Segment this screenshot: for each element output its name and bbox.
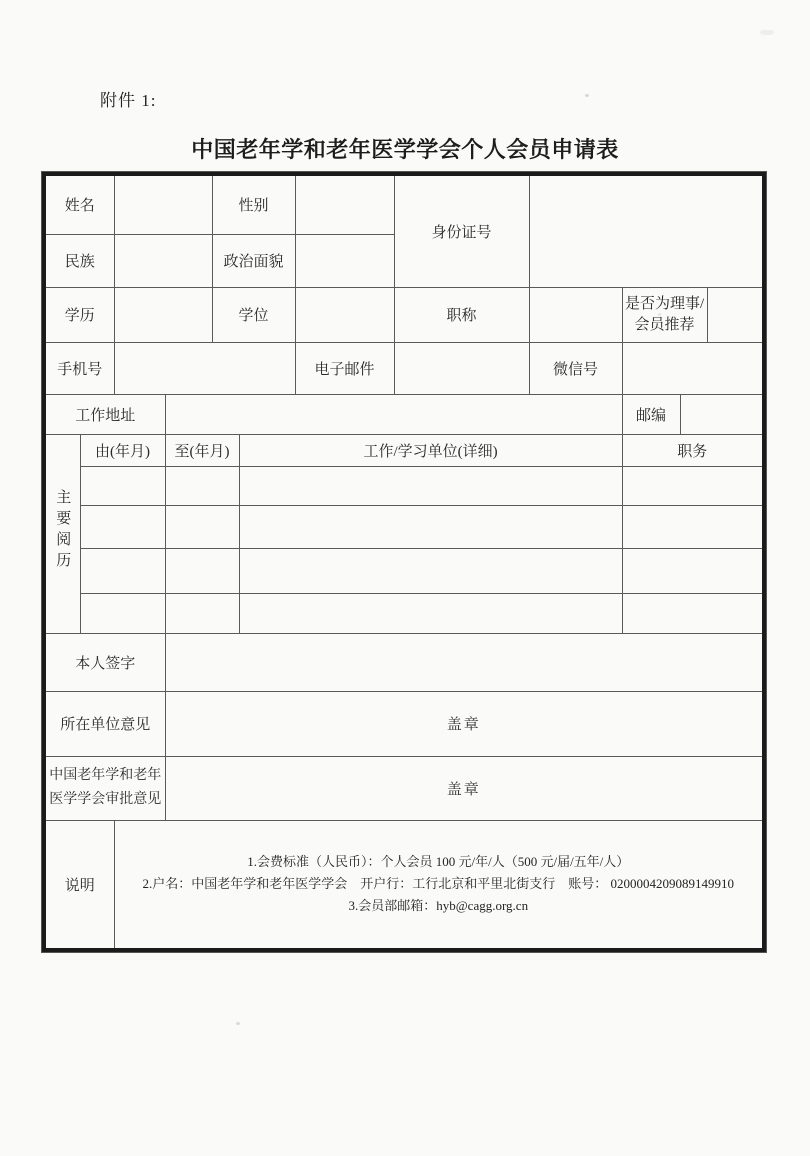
experience-from-cell [80, 548, 165, 593]
name-label: 姓名 [44, 174, 114, 234]
experience-from-cell [80, 466, 165, 505]
experience-position-cell [622, 466, 764, 505]
application-form-table [42, 172, 766, 952]
work-address-value-cell [165, 394, 622, 434]
scan-speck [760, 30, 774, 35]
experience-col-to: 至(年月) [165, 434, 239, 466]
row-name-gender [44, 174, 764, 234]
row-unit-opinion [44, 691, 764, 756]
approval-opinion-label-line1: 中国老年学和老年 [49, 767, 162, 783]
education-label: 学历 [44, 287, 114, 342]
professional-title-value-cell [529, 287, 622, 342]
row-education-title [44, 287, 764, 342]
experience-row [44, 548, 764, 593]
row-work-address [44, 394, 764, 434]
experience-position-cell [622, 505, 764, 548]
ethnicity-value-cell [114, 234, 212, 287]
approval-opinion-label [44, 756, 165, 820]
wechat-value-cell [622, 342, 764, 394]
director-recommend-label: 是否为理事/会员推荐 [622, 287, 707, 342]
experience-row [44, 466, 764, 505]
experience-position-cell [622, 548, 764, 593]
experience-to-cell [165, 466, 239, 505]
professional-title-label: 职称 [394, 287, 529, 342]
experience-position-cell [622, 593, 764, 633]
work-address-label: 工作地址 [44, 394, 165, 434]
experience-unit-cell [239, 466, 622, 505]
notes-content [114, 820, 764, 950]
experience-to-cell [165, 505, 239, 548]
attachment-label: 附件 1: [100, 91, 157, 110]
experience-section-label-text: 主要阅历 [54, 489, 71, 573]
email-value-cell [394, 342, 529, 394]
scan-speck [585, 94, 589, 97]
postal-code-label: 邮编 [622, 394, 680, 434]
approval-opinion-label-line2: 医学学会审批意见 [49, 792, 162, 807]
experience-unit-cell [239, 548, 622, 593]
political-status-value-cell [295, 234, 394, 287]
experience-header-row [44, 434, 764, 466]
experience-col-position: 职务 [622, 434, 764, 466]
row-signature [44, 633, 764, 691]
email-label: 电子邮件 [295, 342, 394, 394]
experience-row [44, 505, 764, 548]
experience-to-cell [165, 548, 239, 593]
experience-row [44, 593, 764, 633]
director-recommend-value-cell [707, 287, 764, 342]
postal-code-value-cell [680, 394, 764, 434]
note-item-2: 2.户名：中国老年学和老年医学学会 开户行：工行北京和平里北街支行 账号： 0200004209089149910 [142, 876, 735, 892]
mobile-label: 手机号 [44, 342, 114, 394]
gender-value-cell [295, 174, 394, 234]
gender-label: 性别 [212, 174, 295, 234]
id-number-value-cell [529, 174, 764, 287]
approval-opinion-seal-label: 盖章 [446, 781, 481, 798]
degree-label: 学位 [212, 287, 295, 342]
experience-unit-cell [239, 505, 622, 548]
name-value-cell [114, 174, 212, 234]
scan-speck [236, 1022, 240, 1025]
row-approval-opinion [44, 756, 764, 820]
experience-from-cell [80, 505, 165, 548]
form-title: 中国老年学和老年医学学会个人会员申请表 [191, 137, 619, 162]
note-item-3: 3.会员部邮箱：hyb@cagg.org.cn [348, 898, 529, 914]
row-contact [44, 342, 764, 394]
experience-from-cell [80, 593, 165, 633]
signature-label: 本人签字 [44, 633, 165, 691]
education-value-cell [114, 287, 212, 342]
notes-label: 说明 [44, 820, 114, 950]
signature-value-cell [165, 633, 764, 691]
row-notes [44, 820, 764, 950]
note-item-1: 1.会费标准（人民币）：个人会员 100 元/年/人（500 元/届/五年/人） [247, 854, 630, 870]
unit-opinion-seal-label: 盖章 [446, 717, 481, 733]
ethnicity-label: 民族 [44, 234, 114, 287]
experience-unit-cell [239, 593, 622, 633]
experience-col-from: 由(年月) [80, 434, 165, 466]
degree-value-cell [295, 287, 394, 342]
wechat-label: 微信号 [529, 342, 622, 394]
political-status-label: 政治面貌 [212, 234, 295, 287]
experience-col-unit: 工作/学习单位(详细) [239, 434, 622, 466]
unit-opinion-value-cell [165, 691, 764, 756]
approval-opinion-value-cell [165, 756, 764, 820]
experience-to-cell [165, 593, 239, 633]
id-number-label: 身份证号 [394, 174, 529, 287]
mobile-value-cell [114, 342, 295, 394]
experience-section-label [44, 434, 80, 633]
unit-opinion-label: 所在单位意见 [44, 691, 165, 756]
